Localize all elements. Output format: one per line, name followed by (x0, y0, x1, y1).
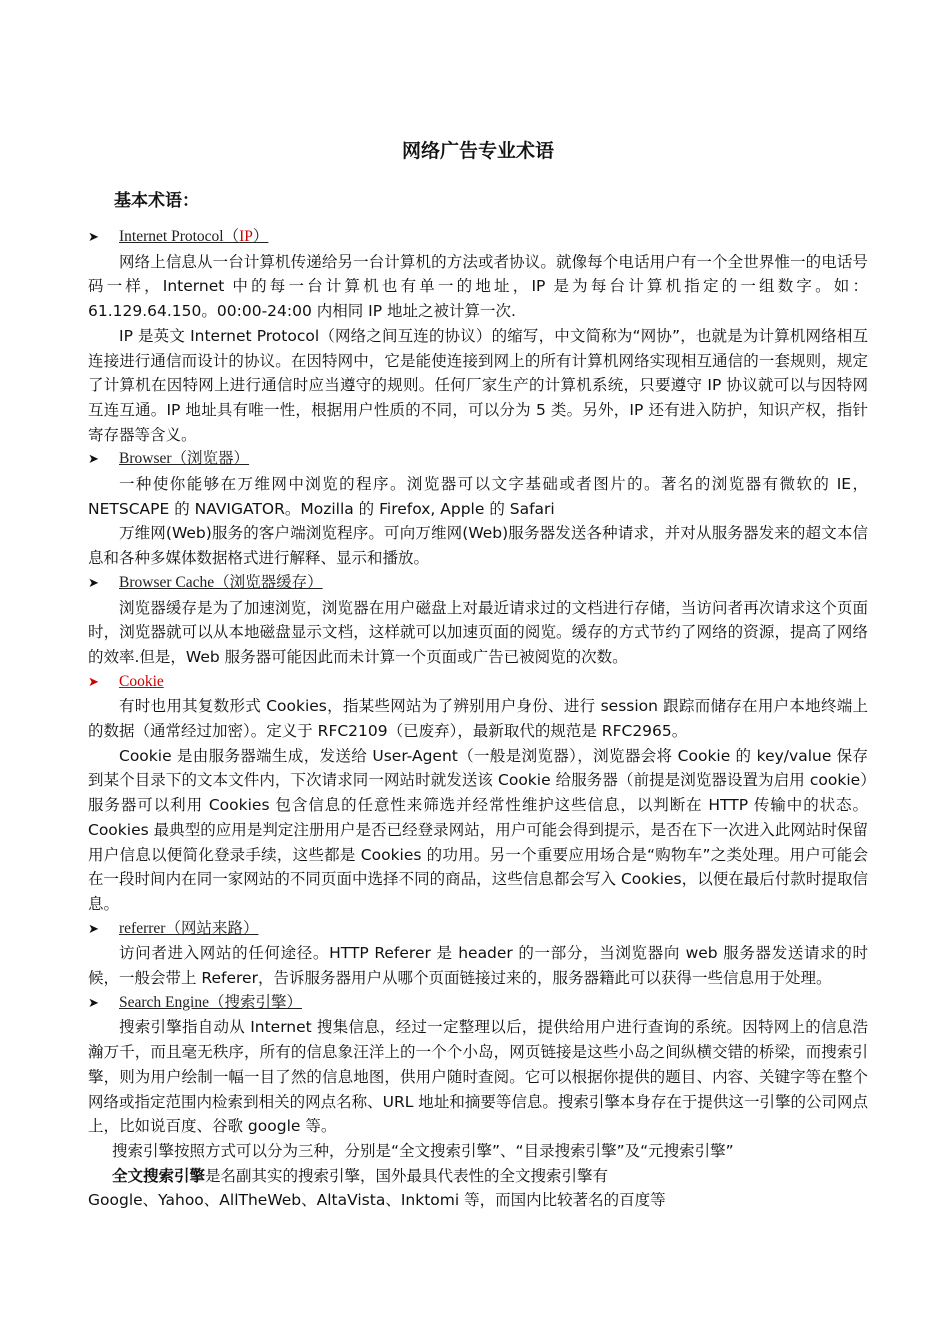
paragraph: 一种使你能够在万维网中浏览的程序。浏览器可以文字基础或者图片的。著名的浏览器有微软的 IE，NETSCAPE 的 NAVIGATOR。Mozilla 的 Firefox, Apple 的 Safari (88, 475, 868, 518)
paragraph: 访问者进入网站的任何途径。HTTP Referer 是 header 的一部分，当浏览器向 web 服务器发送请求的时候，一般会带上 Referer，告诉服务器用户从哪个页面链接过来的，服务器籍此可以获得一些信息用于处理。 (88, 944, 868, 988)
arrow-bullet-icon: ➤ (88, 920, 99, 936)
term-link-referrer[interactable]: referrer（网站来路） (119, 919, 259, 937)
page-title: 网络广告专业术语 (401, 140, 554, 162)
term-heading-browser (88, 447, 868, 472)
term-heading-referrer (88, 917, 868, 942)
paragraph: 浏览器缓存是为了加速浏览，浏览器在用户磁盘上对最近请求过的文档进行存储，当访问者再次请求这个页面时，浏览器就可以从本地磁盘显示文档，这样就可以加速页面的阅览。缓存的方式节约了网络的资源，提高了网络的效率.但是，Web 服务器可能因此而未计算一个页面或广告已被阅览的次数。 (88, 598, 868, 666)
term-link-ip[interactable]: Internet Protocol（IP） (119, 228, 269, 245)
paragraph: Cookie 是由服务器端生成，发送给 User-Agent（一般是浏览器），浏览器会将 Cookie 的 key/value 保存到某个目录下的文本文件内，下次请求同一网站时就发送该 Cookie 给服务器（前提是浏览器设置为启用 cookie）服务器可以利用 Cookies 包含信息的任意性来筛选并经常性维护这些信息，以判断在 HTTP 传输中的状态。Cookies 最典型的应用是判定注册用户是否已经登录网站，用户可能会得到提示，是否在下一次进入此网站时保留用户信息以便简化登录手续，这些都是 Cookies 的功用。另一个重要应用场合是“购物车”之类处理。用户可能会在一段时间内在同一家网站的不同页面中选择不同的商品，这些信息都会写入 Cookies，以便在最后付款时提取信息。 (88, 746, 868, 913)
paragraph: 万维网(Web)服务的客户端浏览程序。可向万维网(Web)服务器发送各种请求，并对从服务器发来的超文本信息和各种多媒体数据格式进行解释、显示和播放。 (88, 524, 868, 568)
paragraph: 搜索引擎指自动从 Internet 搜集信息，经过一定整理以后，提供给用户进行查询的系统。因特网上的信息浩瀚万千，而且毫无秩序，所有的信息象汪洋上的一个个小岛，网页链接是这些小岛之间纵横交错的桥梁，而搜索引擎，则为用户绘制一幅一目了然的信息地图，供用户随时查阅。它可以根据你提供的题目、内容、关键字等在整个网络或指定范围内检索到相关的网点名称、URL 地址和摘要等信息。搜索引擎本身存在于提供这一引擎的公司网点上，比如说百度、谷歌 google 等。 (88, 1018, 868, 1136)
paragraph: 有时也用其复数形式 Cookies，指某些网站为了辨别用户身份、进行 session 跟踪而储存在用户本地终端上的数据（通常经过加密）。定义于 RFC2109（已废弃），最新取代的规范是 RFC2965。 (88, 697, 868, 740)
term-heading-browser-cache (88, 571, 868, 596)
arrow-bullet-icon: ➤ (88, 994, 99, 1010)
arrow-bullet-icon: ➤ (88, 451, 99, 467)
paragraph: 搜索引擎按照方式可以分为三种，分别是“全文搜索引擎”、“目录搜索引擎”及“元搜索引擎” (112, 1141, 734, 1160)
arrow-bullet-icon: ➤ (88, 673, 99, 689)
paragraph: IP 是英文 Internet Protocol（网络之间互连的协议）的缩写，中文简称为“网协”，也就是为计算机网络相互连接进行通信而设计的协议。在因特网中，它是能使连接到网上的所有计算机网络实现相互通信的一套规则，规定了计算机在因特网上进行通信时应当遵守的规则。任何厂家生产的计算机系统，只要遵守 IP 协议就可以与因特网互连互通。IP 地址具有唯一性，根据用户性质的不同，可以分为 5 类。另外，IP 还有进入防护，知识产权，指针寄存器等含义。 (88, 326, 868, 444)
term-link-browser-cache[interactable]: Browser Cache（浏览器缓存） (119, 573, 323, 591)
term-link-search-engine[interactable]: Search Engine（搜索引擎） (119, 993, 302, 1011)
arrow-bullet-icon: ➤ (88, 574, 99, 590)
term-link-browser[interactable]: Browser（浏览器） (119, 450, 250, 468)
section-heading: 基本术语： (114, 191, 199, 211)
arrow-bullet-icon: ➤ (88, 229, 99, 244)
term-heading-cookie (88, 670, 868, 695)
document-body (88, 225, 868, 1213)
term-heading-ip (88, 225, 868, 250)
paragraph: 网络上信息从一台计算机传递给另一台计算机的方法或者协议。就像每个电话用户有一个全世界惟一的电话号码一样，Internet 中的每一台计算机也有单一的地址，IP 是为每台计算机指定的一组数字。如：61.129.64.150。00:00-24:00 内相同 IP 地址之被计算一次. (88, 252, 868, 321)
bold-term: 全文搜索引擎 (112, 1166, 206, 1185)
term-link-cookie[interactable]: Cookie (119, 672, 164, 690)
term-heading-search-engine (88, 991, 868, 1016)
paragraph: Google、Yahoo、AllTheWeb、AltaVista、Inktomi 等，而国内比较著名的百度等 (88, 1191, 666, 1210)
paragraph-fulltext-engine: 全文搜索引擎是名副其实的搜索引擎，国外最具代表性的全文搜索引擎有 (112, 1166, 609, 1185)
